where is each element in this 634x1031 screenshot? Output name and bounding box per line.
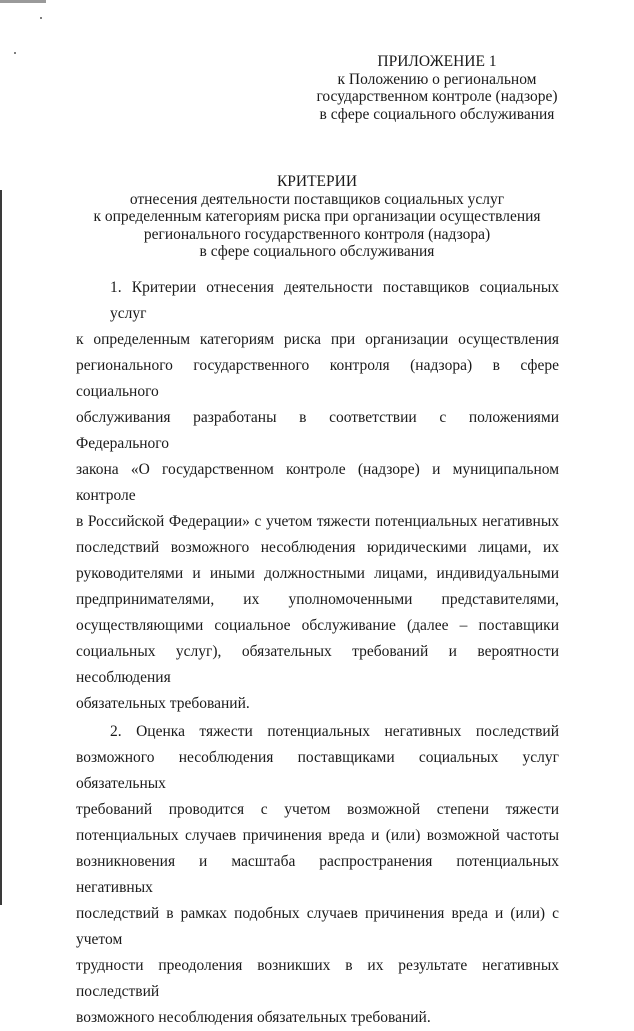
appendix-line: государственном контроле (надзоре) xyxy=(316,88,558,105)
paragraph-1 xyxy=(76,275,559,717)
appendix-header xyxy=(282,53,592,123)
document-title xyxy=(0,173,634,261)
paragraph-line: в Российской Федерации» с учетом тяжести потенциальных негативных xyxy=(76,512,559,530)
paragraph-line: руководителями и иными должностными лицами, индивидуальными xyxy=(76,564,559,582)
paragraph-line: 1. Критерии отнесения деятельности поставщиков социальных услуг xyxy=(110,278,559,322)
paragraph-line: возможного несоблюдения обязательных требований. xyxy=(76,1008,431,1026)
title-heading: КРИТЕРИИ xyxy=(276,173,358,190)
title-line: к определенным категориям риска при организации осуществления xyxy=(93,208,541,225)
paragraph-line: трудности преодоления возникших в их результате негативных последствий xyxy=(76,956,559,1000)
scan-artifact xyxy=(0,0,46,3)
scan-speck xyxy=(14,52,16,54)
paragraph-line: последствий в рамках подобных случаев причинения вреда и (или) с учетом xyxy=(76,904,559,948)
appendix-line: к Положению о региональном xyxy=(337,70,537,88)
appendix-label: ПРИЛОЖЕНИЕ 1 xyxy=(377,53,497,70)
title-line: регионального государственного контроля (надзора) xyxy=(143,225,491,243)
paragraph-line: предпринимателями, их уполномоченными представителями, xyxy=(76,590,559,608)
paragraph-line: к определенным категориям риска при организации осуществления xyxy=(76,330,559,348)
paragraph-line: закона «О государственном контроле (надзоре) и муниципальном контроле xyxy=(76,460,559,504)
paragraph-line: возникновения и масштаба распространения потенциальных негативных xyxy=(76,852,559,896)
paragraph-line: последствий возможного несоблюдения юридическими лицами, их xyxy=(76,538,559,556)
paragraph-line: 2. Оценка тяжести потенциальных негативных последствий xyxy=(110,722,559,740)
paragraph-line: потенциальных случаев причинения вреда и (или) возможной частоты xyxy=(76,826,559,844)
scan-speck xyxy=(40,17,42,19)
paragraph-line: обязательных требований. xyxy=(76,694,250,712)
title-line: отнесения деятельности поставщиков социальных услуг xyxy=(129,190,505,208)
paragraph-line: осуществляющими социальное обслуживание (далее – поставщики xyxy=(76,616,559,634)
paragraph-2 xyxy=(76,719,559,1031)
appendix-line: в сфере социального обслуживания xyxy=(319,105,555,123)
paragraph-line: социальных услуг), обязательных требований и вероятности несоблюдения xyxy=(76,642,559,686)
page-edge xyxy=(0,190,2,905)
paragraph-line: регионального государственного контроля (надзора) в сфере социального xyxy=(76,356,559,400)
title-line: в сфере социального обслуживания xyxy=(199,243,435,260)
paragraph-line: обслуживания разработаны в соответствии с положениями Федерального xyxy=(76,408,559,452)
paragraph-line: возможного несоблюдения поставщиками социальных услуг обязательных xyxy=(76,748,559,792)
paragraph-line: требований проводится с учетом возможной степени тяжести xyxy=(76,800,559,818)
